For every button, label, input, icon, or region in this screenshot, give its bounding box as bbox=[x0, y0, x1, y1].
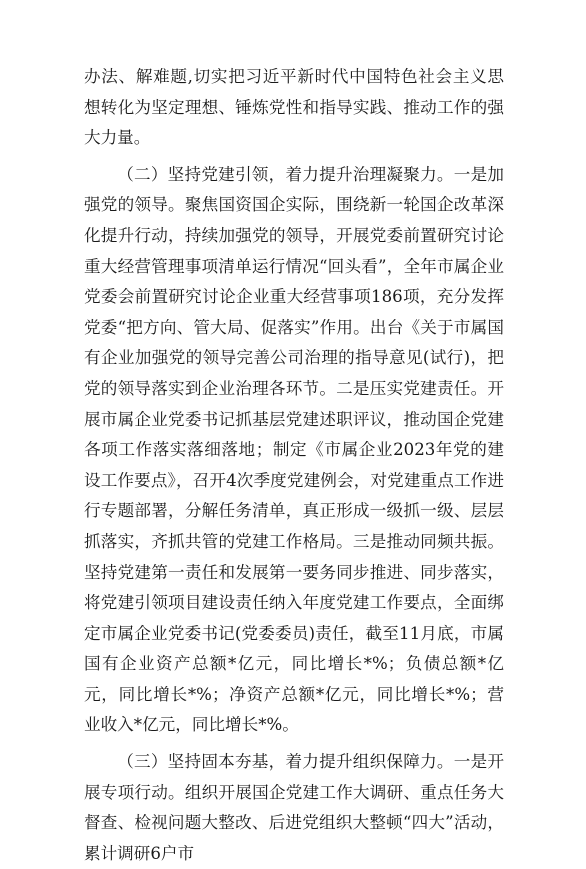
document-body bbox=[84, 62, 504, 869]
paragraph-organizational-support: （三）坚持固本夯基，着力提升组织保障力。一是开展专项行动。组织开展国企党建工作大调研、重点任务大督查、检视问题大整改、后进党组织大整顿“四大”活动，累计调研6户市 bbox=[84, 752, 504, 863]
paragraph-party-leadership: （二）坚持党建引领，着力提升治理凝聚力。一是加强党的领导。聚焦国资国企实际，围绕新一轮国企改革深化提升行动，持续加强党的领导，开展党委前置研究讨论重大经营管理事项清单运行情况“回头看”，全年市属企业党委会前置研究讨论企业重大经营事项186项，充分发挥党委“把方向、管大局、促落实”作用。出台《关于市属国有企业加强党的领导完善公司治理的指导意见(试行)，把党的领导落实到企业治理各环节。二是压实党建责任。开展市属企业党委书记抓基层党建述职评议，推动国企党建各项工作落实落细落地；制定《市属企业2023年党的建设工作要点》，召开4次季度党建例会，对党建重点工作进行专题部署，分解任务清单，真正形成一级抓一级、层层抓落实，齐抓共管的党建工作格局。三是推动同频共振。坚持党建第一责任和发展第一要务同步推进、同步落实，将党建引领项目建设责任纳入年度党建工作要点，全面绑定市属企业党委书记(党委委员)责任，截至11月底，市属国有企业资产总额*亿元，同比增长*%；负债总额*亿元，同比增长*%；净资产总额*亿元，同比增长*%；营业收入*亿元，同比增长*%。 bbox=[84, 164, 504, 735]
paragraph-continuation: 办法、解难题,切实把习近平新时代中国特色社会主义思想转化为坚定理想、锤炼党性和指导实践、推动工作的强大力量。 bbox=[84, 67, 504, 148]
